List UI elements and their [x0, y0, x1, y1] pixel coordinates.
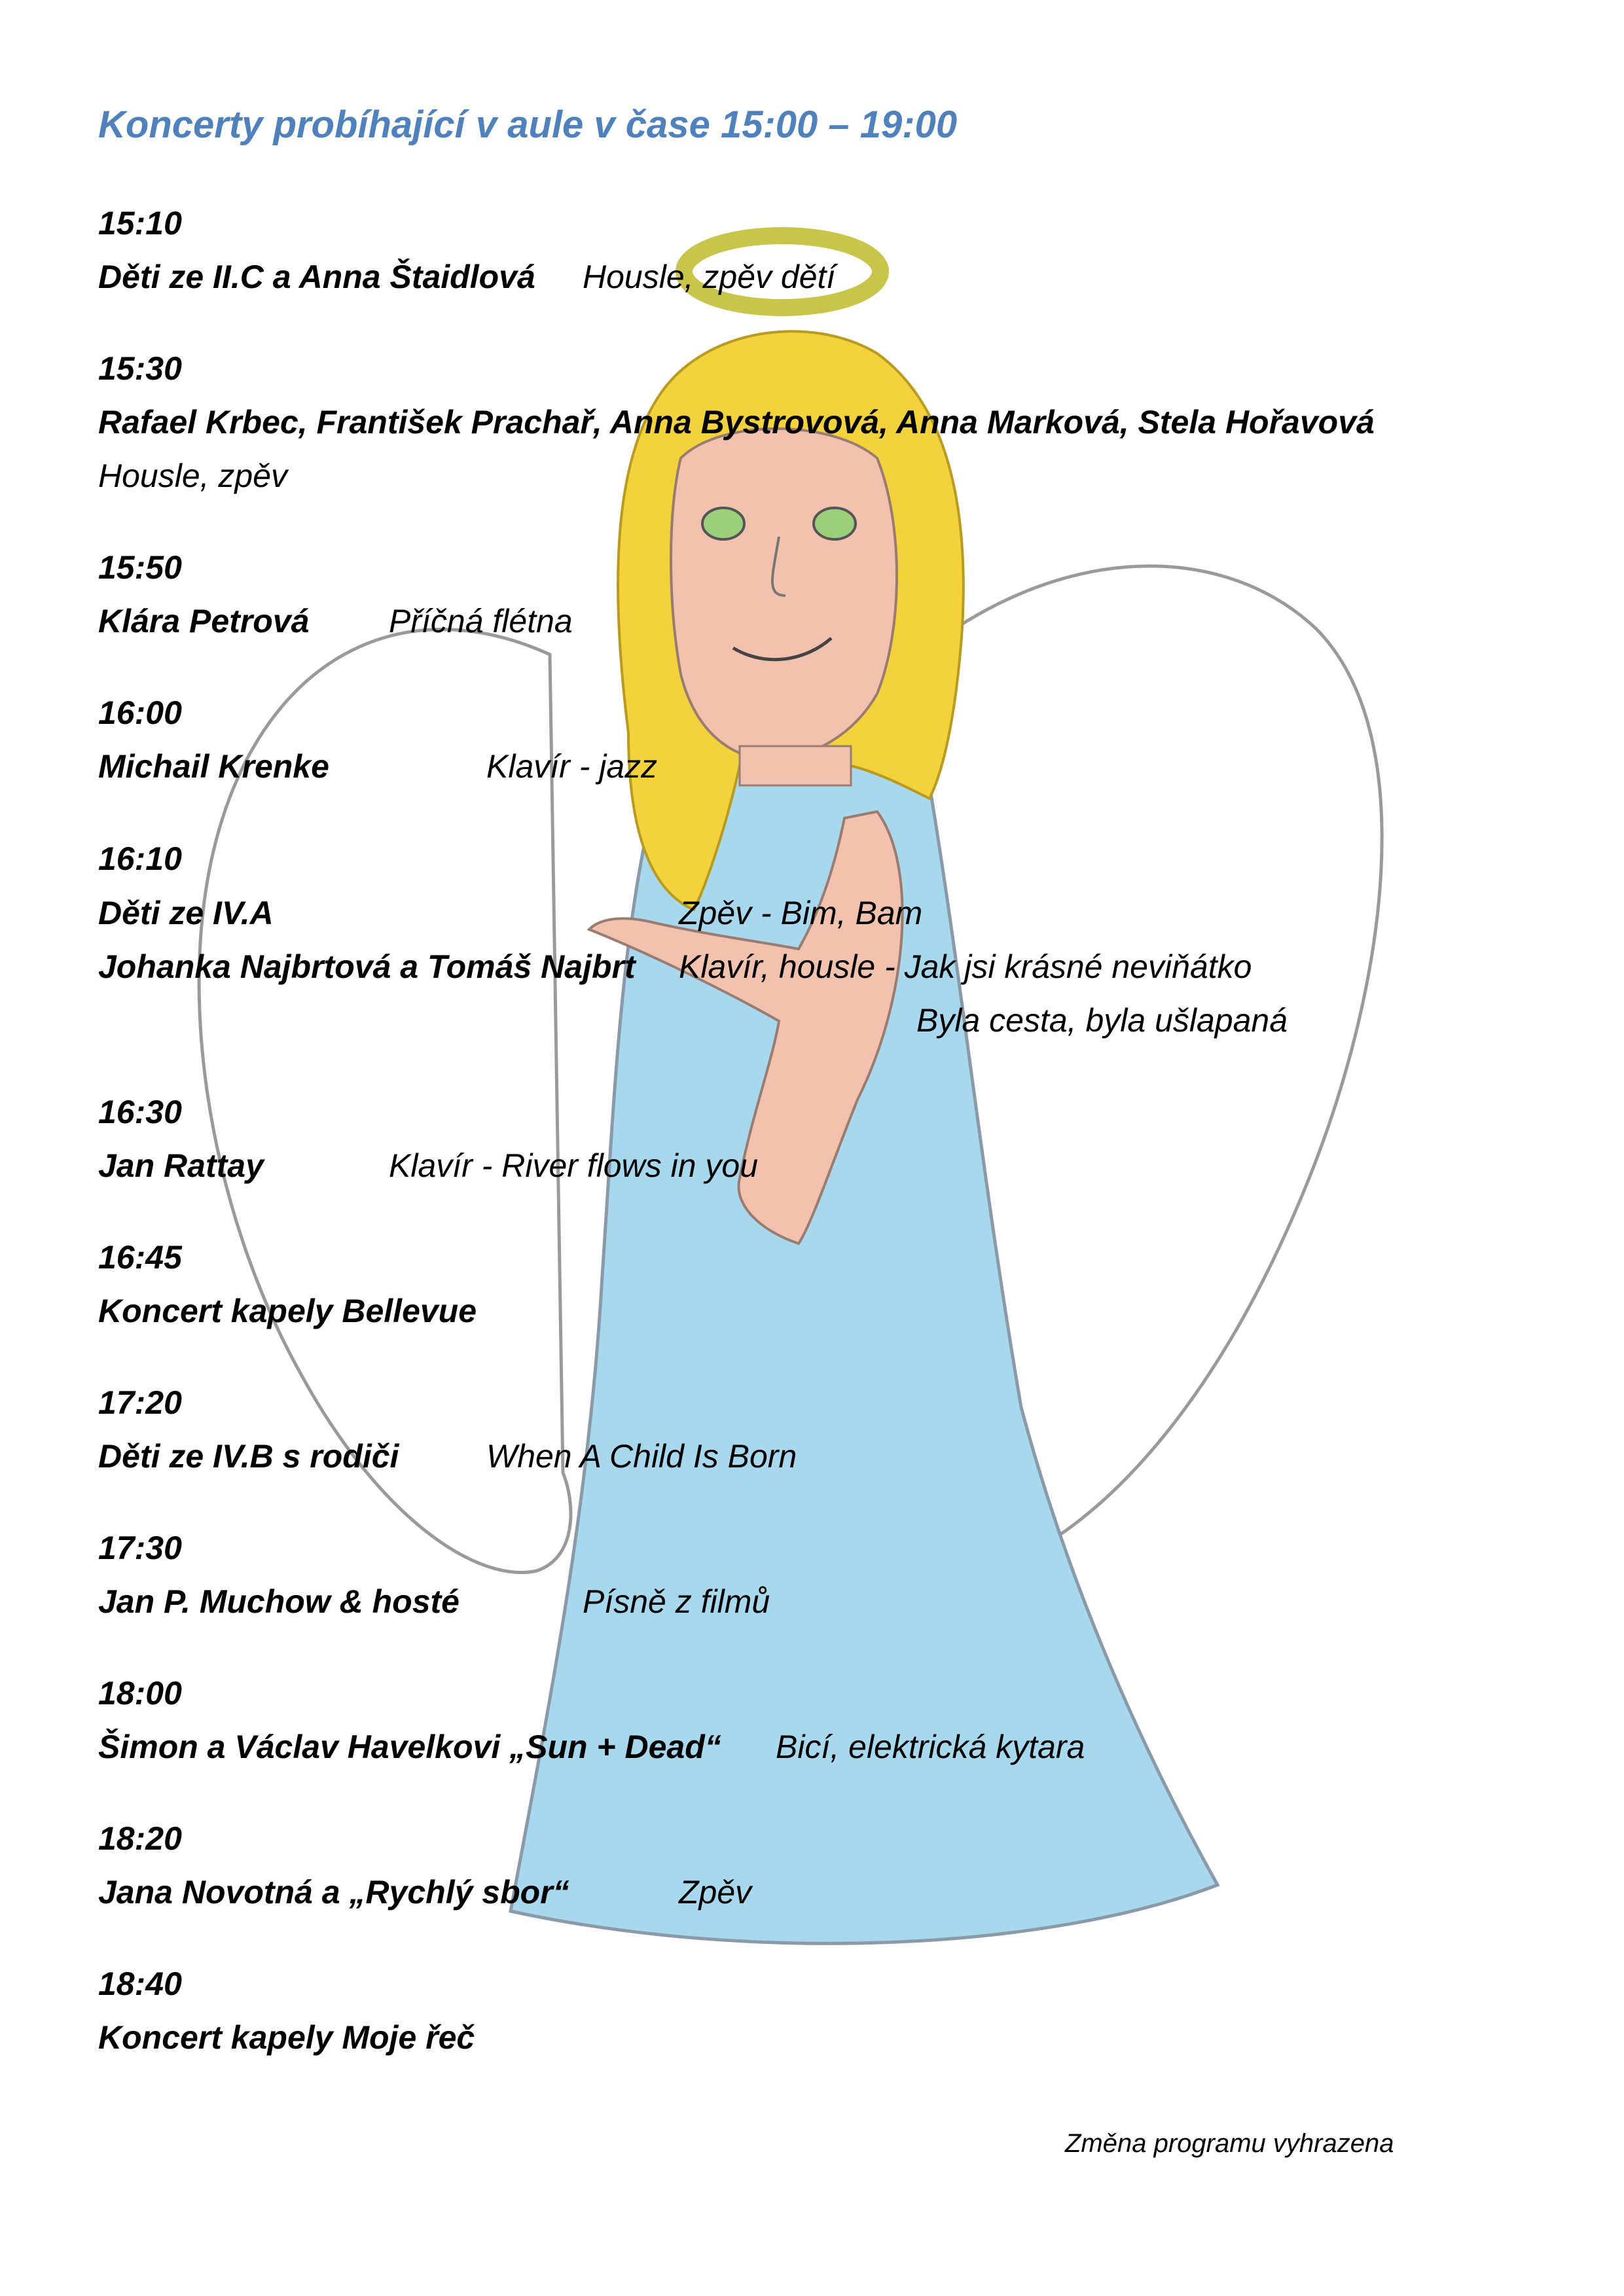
detail-1610-c: Byla cesta, byla ušlapaná [916, 1002, 1288, 1039]
performer-1600: Michail Krenke [98, 748, 329, 785]
detail-1530: Housle, zpěv [98, 457, 288, 494]
detail-1730: Písně z filmů [583, 1583, 770, 1620]
page-title: Koncerty probíhající v aule v čase 15:00 – 19:00 [98, 103, 958, 146]
performer-1820: Jana Novotná a „Rychlý sbor“ [98, 1874, 569, 1910]
time-1610: 16:10 [98, 840, 182, 877]
detail-1630: Klavír - River flows in you [389, 1147, 759, 1184]
detail-1600: Klavír - jazz [486, 748, 658, 785]
performer-1630: Jan Rattay [98, 1147, 264, 1184]
time-1840: 18:40 [98, 1965, 182, 2002]
detail-1550: Příčná flétna [389, 603, 573, 639]
detail-1800: Bicí, elektrická kytara [776, 1729, 1085, 1765]
performer-1610-b: Johanka Najbrtová a Tomáš Najbrt [98, 948, 636, 985]
time-1800: 18:00 [98, 1675, 182, 1712]
performer-1530: Rafael Krbec, František Prachař, Anna Bystrovová, Anna Marková, Stela Hořavová [98, 404, 1375, 440]
right-eye [814, 508, 856, 539]
performer-1720: Děti ze IV.B s rodiči [98, 1438, 399, 1475]
detail-1510: Housle, zpěv dětí [583, 259, 836, 295]
time-1530: 15:30 [98, 350, 182, 387]
time-1550: 15:50 [98, 549, 182, 586]
performer-1610-a: Děti ze IV.A [98, 895, 274, 931]
footer-note: Změna programu vyhrazena [1065, 2129, 1394, 2158]
performer-1800: Šimon a Václav Havelkovi „Sun + Dead“ [98, 1729, 721, 1765]
performer-1730: Jan P. Muchow & hosté [98, 1583, 460, 1620]
performer-1510: Děti ze II.C a Anna Štaidlová [98, 259, 535, 295]
time-1720: 17:20 [98, 1384, 182, 1421]
performer-1550: Klára Petrová [98, 603, 310, 639]
performer-1645: Koncert kapely Bellevue [98, 1293, 477, 1329]
time-1600: 16:00 [98, 694, 182, 731]
time-1645: 16:45 [98, 1239, 182, 1276]
neck [740, 746, 851, 785]
left-eye [702, 508, 744, 539]
time-1630: 16:30 [98, 1094, 182, 1130]
detail-1820: Zpěv [679, 1874, 752, 1910]
time-1820: 18:20 [98, 1820, 182, 1857]
performer-1840: Koncert kapely Moje řeč [98, 2019, 475, 2056]
time-1510: 15:10 [98, 205, 182, 242]
detail-1610-a: Zpěv - Bim, Bam [679, 895, 923, 931]
face [671, 429, 897, 759]
detail-1720: When A Child Is Born [486, 1438, 797, 1475]
time-1730: 17:30 [98, 1530, 182, 1566]
detail-1610-b: Klavír, housle - Jak jsi krásné neviňátko [679, 948, 1252, 985]
